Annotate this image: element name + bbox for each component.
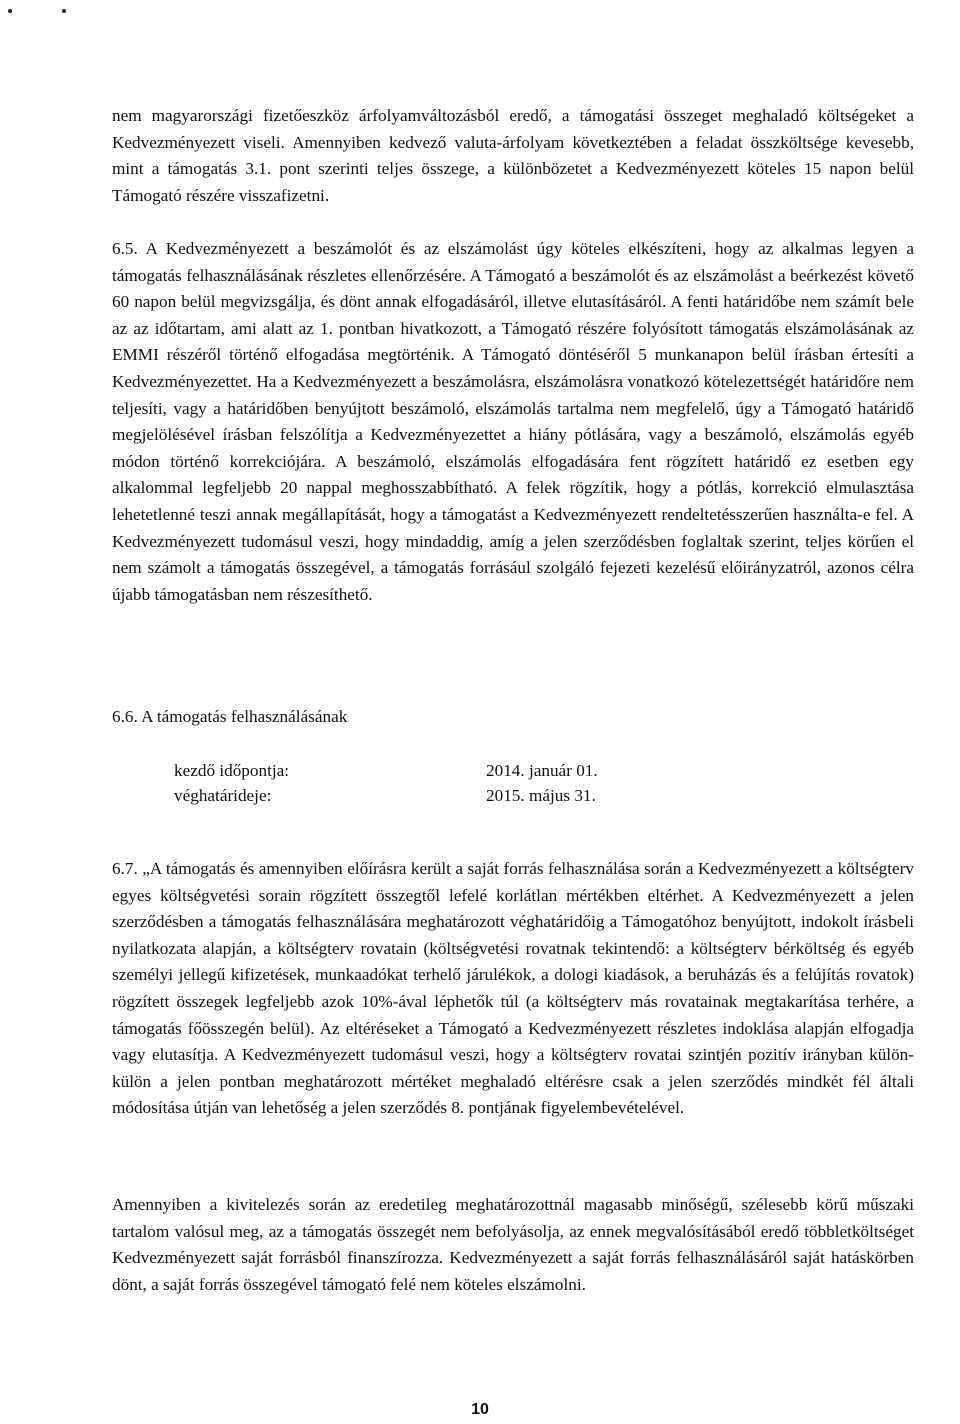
paragraph-higher-quality (112, 1192, 914, 1298)
start-date-label: kezdő időpontja: (174, 761, 290, 780)
usage-dates (112, 758, 914, 808)
paragraph-text: nem magyarországi fizetőeszköz árfolyamváltozásból eredő, a támogatási összeget meghaladó költségeket a Kedvezményezett viseli. Amennyiben kedvező valuta-árfolyam következtében a feladat összköltsége kevesebb, mint a támogatás 3.1. pont szerinti teljes összege, a különbözetet a Kedvezményezett köteles 15 napon belül Támogató részére visszafizetni. (112, 106, 914, 205)
paragraph-6-5 (112, 236, 914, 608)
page-number: 10 (471, 1401, 489, 1418)
scan-speck-right (62, 9, 66, 13)
deadline-label: véghatárideje: (174, 786, 272, 805)
deadline-row (112, 783, 914, 808)
paragraph-6-7 (112, 856, 914, 1122)
paragraph-text: 6.6. A támogatás felhasználásának (112, 707, 348, 726)
paragraph-text: Amennyiben a kivitelezés során az eredetileg meghatározottnál magasabb minőségű, szélesebb körű műszaki tartalom valósul meg, az a támogatás összegét nem befolyásolja, az ennek megvalósításából eredő többletköltséget Kedvezményezett saját forrásból finanszírozza. Kedvezményezett a saját forrás felhasználásáról saját hatáskörben dönt, a saját forrás összegével támogató felé nem köteles elszámolni. (112, 1195, 914, 1294)
start-date-row (112, 758, 914, 783)
paragraph-text: 6.7. „A támogatás és amennyiben előírásra került a saját forrás felhasználása során a Kedvezményezett a költségterv egyes költségvetési sorain rögzített összegtől lefelé korlátlan mértékben eltérhet. A Kedvezményezett a jelen szerződésben a támogatás felhasználására meghatározott véghatáridőig a Támogatóhoz benyújtott, indokolt írásbeli nyilatkozata alapján, a költségterv rovatain (költségvetési rovatnak tekintendő: a költségterv bérköltség és egyéb személyi jellegű kifizetések, munkaadókat terhelő járulékok, a dologi kiadások, a beruházás és a felújítás rovatok) rögzített összegek legfeljebb azok 10%-ával léphetők túl (a költségterv más rovatainak megtakarítása terhére, a támogatás főösszegén belül). Az eltéréseket a Támogató a Kedvezményezett részletes indoklása alapján elfogadja vagy elutasítja. A Kedvezményezett tudomásul veszi, hogy a költségterv rovatai szintjén pozitív irányban külön-külön a jelen pontban meghatározott mértéket meghaladó eltérésre csak a jelen szerződés mindkét fél általi módosítása útján van lehetőség a jelen szerződés 8. pontjának figyelembevételével. (112, 859, 914, 1118)
paragraph-6-6 (112, 704, 914, 731)
paragraph-cost-overrun (112, 103, 914, 209)
paragraph-text: 6.5. A Kedvezményezett a beszámolót és az elszámolást úgy köteles elkészíteni, hogy az alkalmas legyen a támogatás felhasználásának részletes ellenőrzésére. A Támogató a beszámolót és az elszámolást a beérkezést követő 60 napon belül megvizsgálja, és dönt annak elfogadásáról, illetve elutasításáról. A fenti határidőbe nem számít bele az az időtartam, ami alatt az 1. pontban hivatkozott, a Támogató részére folyósított támogatás elszámolásának az EMMI részéről történő elfogadása megtörténik. A Támogató döntéséről 5 munkanapon belül írásban értesíti a Kedvezményezettet. Ha a Kedvezményezett a beszámolásra, elszámolásra vonatkozó kötelezettségét határidőre nem teljesíti, vagy a határidőben benyújtott beszámoló, elszámolás tartalma nem megfelelő, úgy a Támogató határidő megjelölésével írásban felszólítja a Kedvezményezettet a hiány pótlására, vagy a beszámoló, elszámolás egyéb módon történő korrekciójára. A beszámoló, elszámolás elfogadására fent rögzített határidő ez esetben egy alkalommal legfeljebb 20 nappal meghosszabbítható. A felek rögzítik, hogy a pótlás, korrekció elmulasztása lehetetlenné teszi annak megállapítását, hogy a támogatást a Kedvezményezett rendeltetésszerűen használta-e fel. A Kedvezményezett tudomásul veszi, hogy mindaddig, amíg a jelen szerződésben foglaltak szerint, teljes körűen el nem számolt a támogatás összegével, a támogatás forrásául szolgáló fejezeti kezelésű előirányzatról, azonos célra újabb támogatásban nem részesíthető. (112, 239, 914, 604)
scan-speck-left (8, 9, 12, 13)
deadline-value: 2015. május 31. (486, 786, 596, 805)
start-date-value: 2014. január 01. (486, 761, 598, 780)
